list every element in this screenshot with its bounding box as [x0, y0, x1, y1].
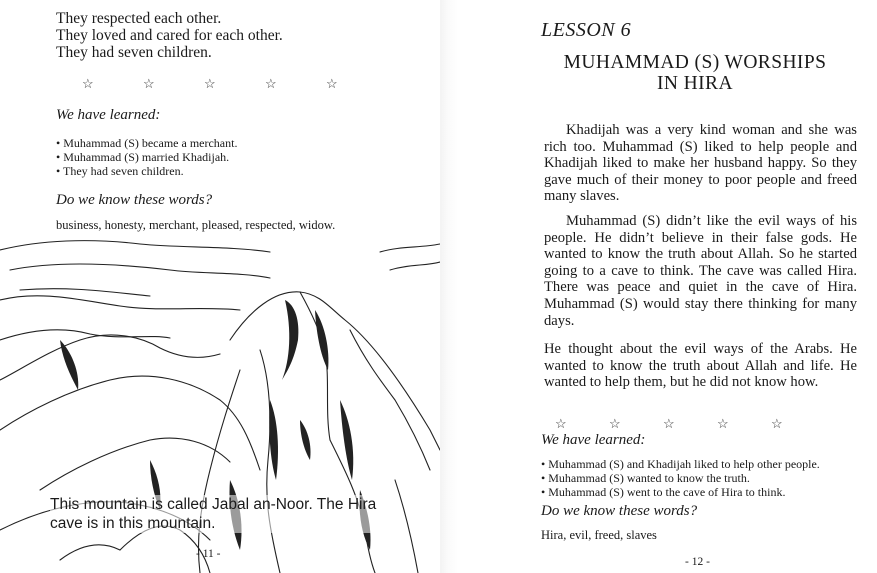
list-item: • Muhammad (S) went to the cave of Hira to think. — [541, 485, 820, 499]
star-icon: ☆ — [771, 416, 783, 431]
star-icon: ☆ — [265, 76, 277, 91]
intro-line: They loved and cared for each other. — [56, 27, 283, 44]
paragraph: He thought about the evil ways of the Arabs. He wanted to know the truth about Allah and life. He wanted to help them, but he did not know how. — [544, 341, 857, 391]
illustration-caption — [50, 495, 376, 533]
star-icon: ☆ — [82, 76, 94, 91]
star-icon: ☆ — [717, 416, 729, 431]
paragraph: Khadijah was a very kind woman and she was rich too. Muhammad (S) liked to help people and Khadijah liked to make her husband happy. So they gave much of their money to poor people and freed many slaves. — [544, 122, 857, 205]
left-intro-text — [56, 10, 283, 61]
star-icon: ☆ — [204, 76, 216, 91]
left-words-heading: Do we know these words? — [56, 192, 213, 208]
left-words-list: business, honesty, merchant, pleased, respected, widow. — [56, 218, 336, 232]
left-star-divider — [82, 76, 387, 92]
intro-line: They respected each other. — [56, 10, 222, 27]
right-words-heading: Do we know these words? — [541, 503, 698, 519]
paragraph: Muhammad (S) didn’t like the evil ways of his people. He didn’t believe in their false gods. He wanted to know the truth about Allah. So he started going to a cave to think. The cave was called Hira. There was peace and quiet in the cave of Hira. Muhammad (S) would stay there thinking for many days. — [544, 213, 857, 329]
right-star-divider — [555, 416, 825, 432]
list-item: • Muhammad (S) wanted to know the truth. — [541, 471, 820, 485]
left-page-number: - 11 - — [196, 548, 221, 560]
right-words-list: Hira, evil, freed, slaves — [541, 528, 657, 542]
intro-line: They had seven children. — [56, 44, 212, 61]
caption-line: This mountain is called Jabal an-Noor. The Hira — [50, 496, 377, 513]
caption-line: cave is in this mountain. — [50, 515, 216, 532]
lesson-title — [545, 52, 845, 94]
left-learned-heading: We have learned: — [56, 107, 161, 123]
lesson-label: LESSON 6 — [541, 19, 632, 41]
star-icon: ☆ — [326, 76, 338, 91]
right-page-number: - 12 - — [685, 556, 710, 568]
right-learned-heading: We have learned: — [541, 432, 646, 448]
title-line: MUHAMMAD (S) WORSHIPS — [563, 52, 827, 73]
star-icon: ☆ — [143, 76, 155, 91]
star-icon: ☆ — [663, 416, 675, 431]
title-line: IN HIRA — [657, 73, 733, 94]
star-icon: ☆ — [555, 416, 567, 431]
left-learned-list — [56, 136, 237, 178]
star-icon: ☆ — [609, 416, 621, 431]
list-item: • Muhammad (S) became a merchant. — [56, 136, 237, 150]
book-gutter — [440, 0, 458, 573]
list-item: • They had seven children. — [56, 164, 237, 178]
list-item: • Muhammad (S) and Khadijah liked to help other people. — [541, 457, 820, 471]
right-learned-list — [541, 457, 820, 499]
list-item: • Muhammad (S) married Khadijah. — [56, 150, 237, 164]
